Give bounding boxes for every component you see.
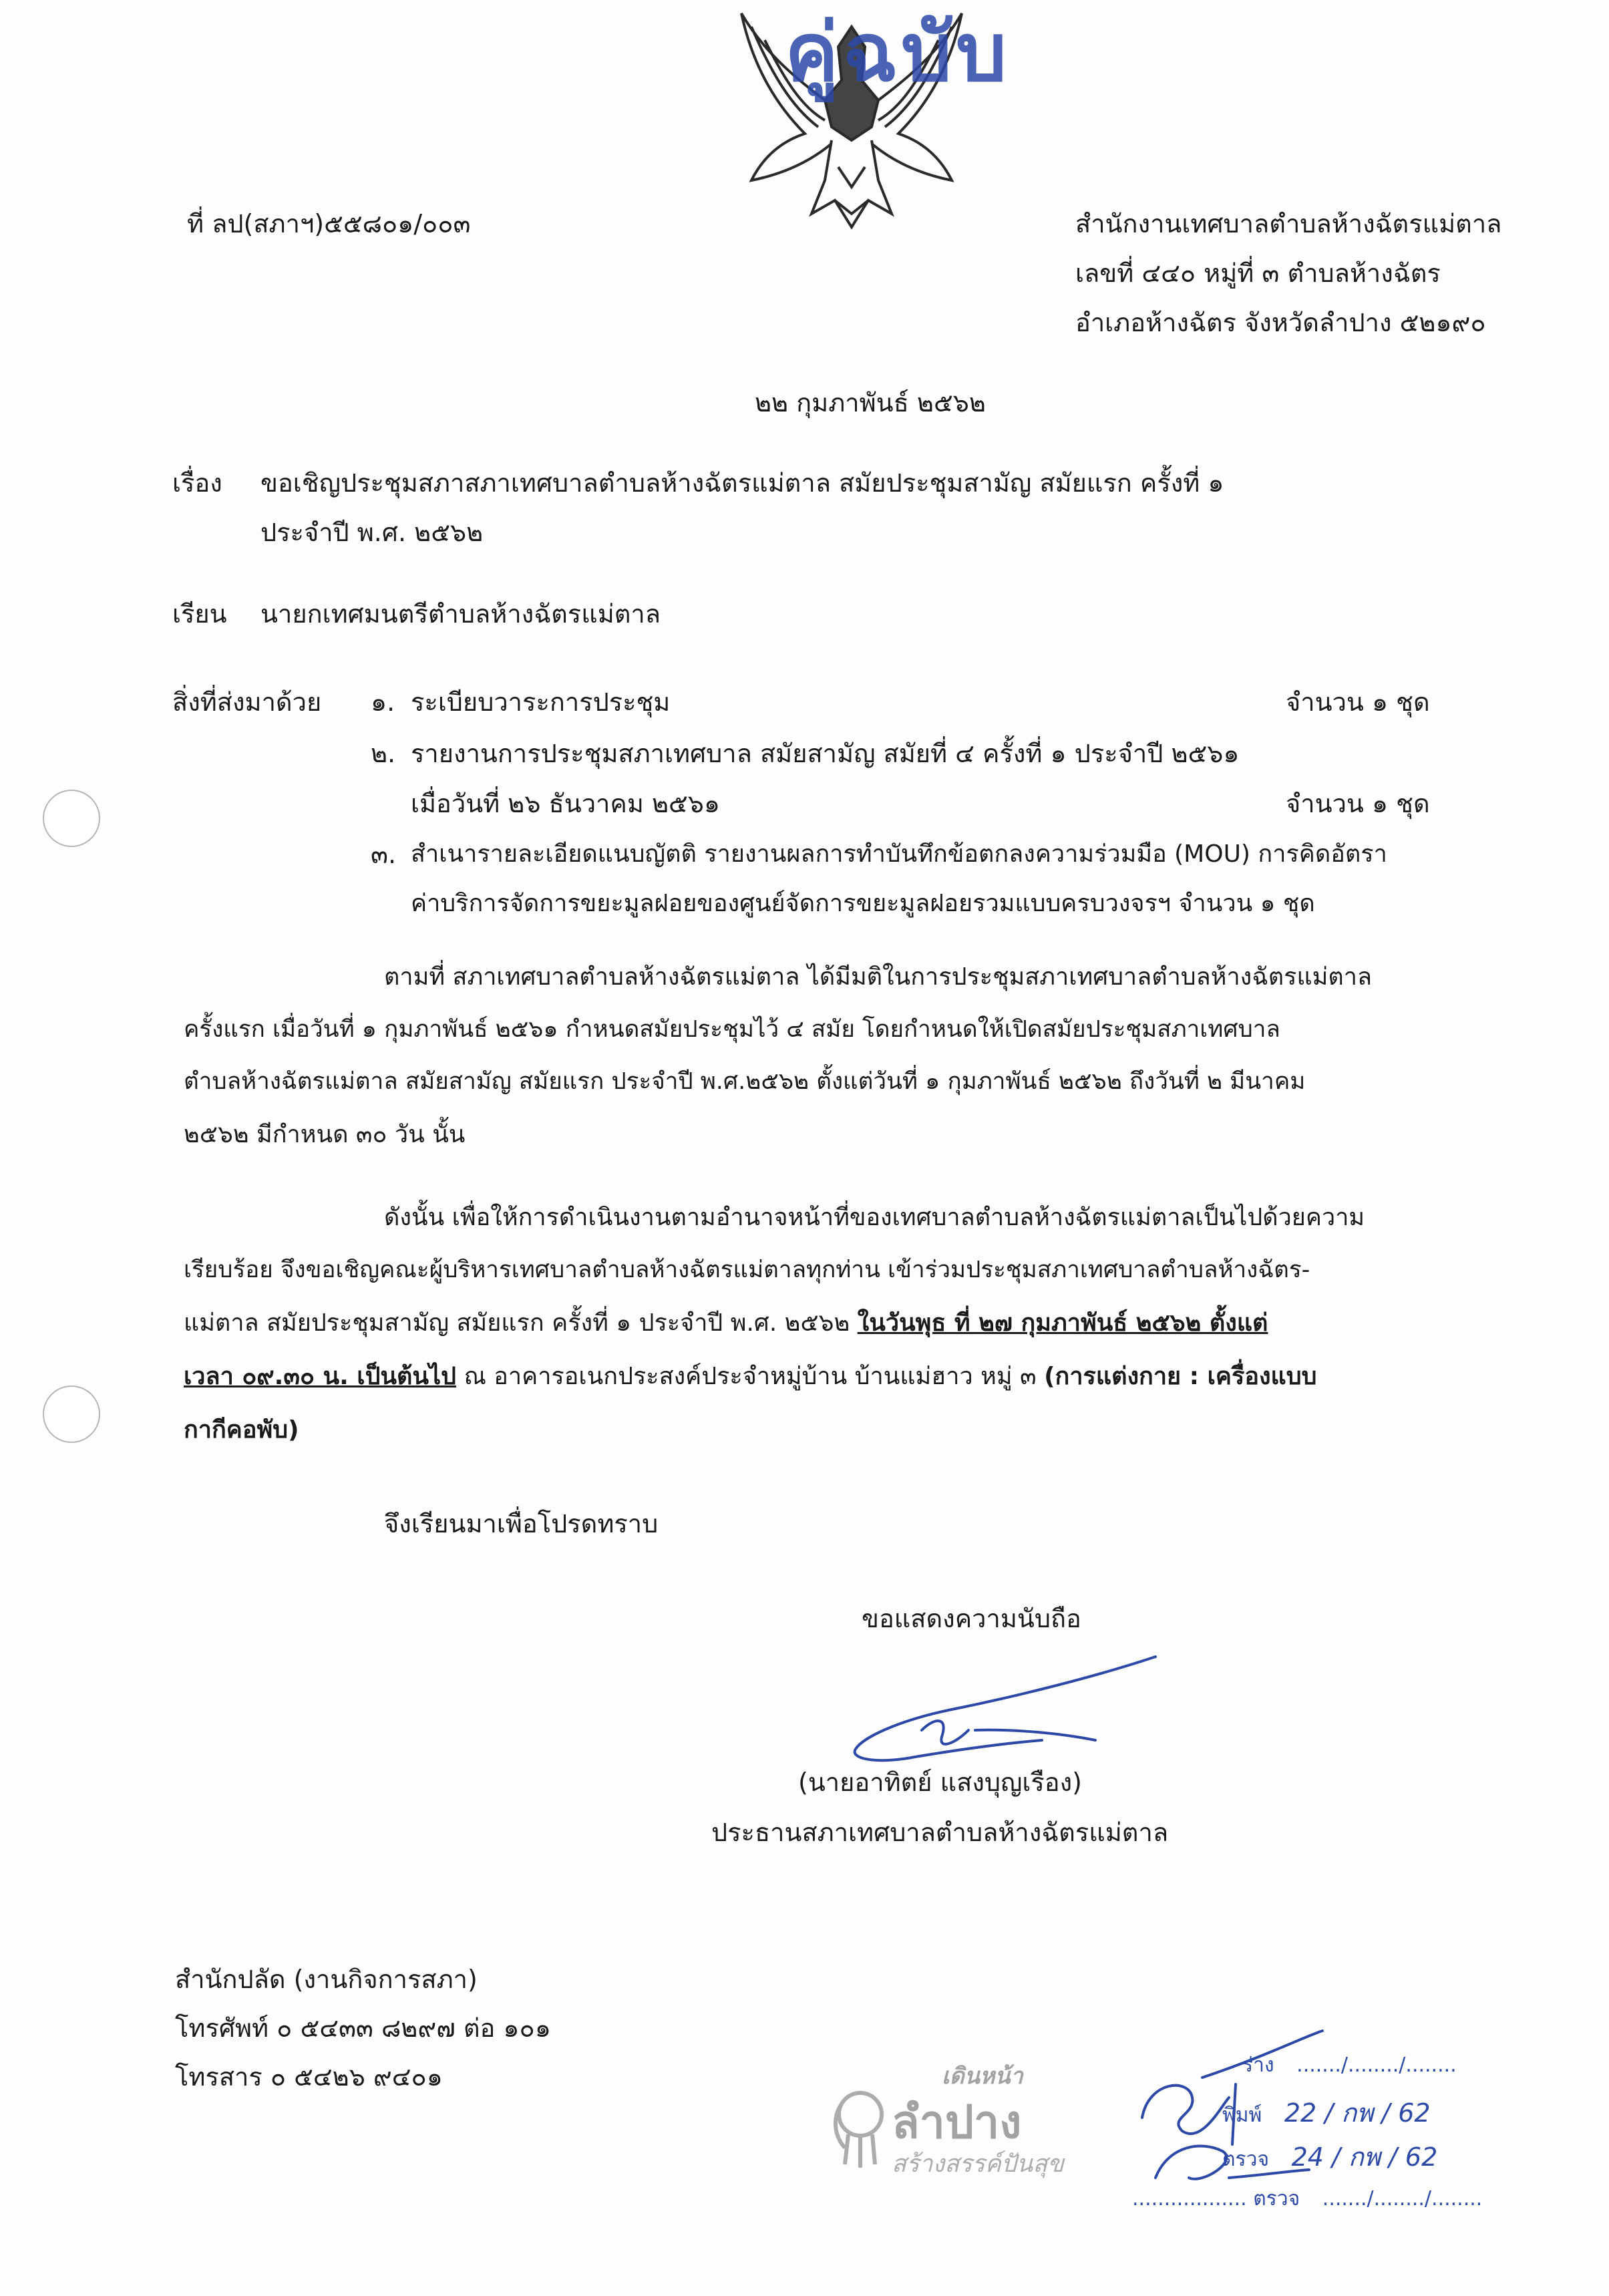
enclosure-2-text-1: รายงานการประชุมสภาเทศบาล สมัยสามัญ สมัยที่ ๔ ครั้งที่ ๑ ประจำปี ๒๕๖๑ — [411, 739, 1240, 768]
body-paragraph-1-line-3: ตำบลห้างฉัตรแม่ตาล สมัยสามัญ สมัยแรก ประจำปี พ.ศ.๒๕๖๒ ตั้งแต่วันที่ ๑ กุมภาพันธ์ ๒๕๖๒ ถึงวันที่ ๒ มีนาคม — [184, 1068, 1306, 1095]
subject-label: เรื่อง — [172, 468, 222, 498]
body-paragraph-2-line-5: กากีคอพับ) — [184, 1416, 299, 1444]
stamp-row-checked-2 — [1132, 2183, 1482, 2215]
meeting-date-emphasis: ในวันพุธ ที่ ๒๗ กุมภาพันธ์ ๒๕๖๒ ตั้งแต่ — [857, 1309, 1268, 1337]
logo-tagline-top: เดินหน้า — [942, 2063, 1023, 2090]
office-name: สำนักงานเทศบาลตำบลห้างฉัตรแม่ตาล — [1075, 209, 1502, 238]
stamp-row-draft — [1242, 2049, 1457, 2081]
enclosure-2-number: ๒. — [371, 739, 396, 768]
dress-code-text: (การแต่งกาย : เครื่องแบบ — [1044, 1363, 1317, 1390]
stamp-row-typed — [1222, 2092, 1431, 2133]
body-paragraph-1-line-1: ตามที่ สภาเทศบาลตำบลห้างฉัตรแม่ตาล ได้มีมติในการประชุมสภาเทศบาลตำบลห้างฉัตรแม่ตาล — [384, 963, 1373, 991]
letter-date: ๒๒ กุมภาพันธ์ ๒๕๖๒ — [755, 388, 986, 418]
enclosure-2-text-2: เมื่อวันที่ ๒๖ ธันวาคม ๒๕๖๑ — [411, 789, 720, 818]
closing-line: จึงเรียนมาเพื่อโปรดทราบ — [384, 1509, 659, 1538]
stamp-typed-label: พิมพ์ — [1222, 2104, 1262, 2127]
subject-line-2: ประจำปี พ.ศ. ๒๕๖๒ — [260, 518, 484, 547]
enclosure-1-number: ๑. — [371, 687, 395, 717]
enclosure-2-quantity: จำนวน ๑ ชุด — [1286, 789, 1430, 818]
regards-line: ขอแสดงความนับถือ — [862, 1604, 1081, 1633]
stamp-checked-1-value: 24 / กพ / 62 — [1291, 2142, 1438, 2172]
enclosures-label: สิ่งที่ส่งมาด้วย — [172, 687, 322, 717]
enclosure-3-text-2: ค่าบริการจัดการขยะมูลฝอยของศูนย์จัดการขยะมูลฝอยรวมแบบครบวงจรฯ จำนวน ๑ ชุด — [411, 890, 1315, 917]
meeting-time-emphasis: เวลา ๐๙.๓๐ น. เป็นต้นไป — [184, 1363, 456, 1390]
meeting-session-text: แม่ตาล สมัยประชุมสามัญ สมัยแรก ครั้งที่ ๑ ประจำปี พ.ศ. ๒๕๖๒ — [184, 1309, 858, 1337]
signatory-name: (นายอาทิตย์ แสงบุญเรือง) — [798, 1768, 1082, 1797]
to-value: นายกเทศมนตรีตำบลห้างฉัตรแม่ตาล — [260, 599, 661, 629]
reference-number: ที่ ลป(สภาฯ)๕๕๘๐๑/๐๐๓ — [187, 209, 471, 238]
body-paragraph-1-line-2: ครั้งแรก เมื่อวันที่ ๑ กุมภาพันธ์ ๒๕๖๑ กำหนดสมัยประชุมไว้ ๔ สมัย โดยกำหนดให้เปิดสมัยประชุมสภาเทศบาล — [184, 1016, 1280, 1043]
enclosure-3-number: ๓. — [371, 840, 397, 869]
body-paragraph-2-line-2: เรียบร้อย จึงขอเชิญคณะผู้บริหารเทศบาลตำบลห้างฉัตรแม่ตาลทุกท่าน เข้าร่วมประชุมสภาเทศบาลตำบลห้างฉัตร- — [184, 1257, 1310, 1283]
body-paragraph-2-line-4 — [184, 1361, 1316, 1391]
lampang-logo — [828, 2058, 1069, 2184]
stamp-draft-label: ร่าง — [1242, 2054, 1274, 2077]
body-paragraph-2-line-1: ดังนั้น เพื่อให้การดำเนินงานตามอำนาจหน้าที่ของเทศบาลตำบลห้างฉัตรแม่ตาลเป็นไปด้วยความ — [384, 1204, 1365, 1231]
office-address-1: เลขที่ ๔๔๐ หมู่ที่ ๓ ตำบลห้างฉัตร — [1075, 259, 1441, 288]
stamp-typed-value: 22 / กพ / 62 — [1284, 2098, 1431, 2128]
stamp-draft-value: ......./......../........ — [1296, 2054, 1457, 2077]
stamp-checked-1-label: ตรวจ — [1222, 2148, 1270, 2171]
office-address-2: อำเภอห้างฉัตร จังหวัดลำปาง ๕๒๑๙๐ — [1075, 308, 1486, 337]
elephant-icon — [828, 2084, 892, 2171]
meeting-venue-text: ณ อาคารอเนกประสงค์ประจำหมู่บ้าน บ้านแม่ฮาว หมู่ ๓ — [456, 1363, 1045, 1390]
footer-fax: โทรสาร ๐ ๕๔๒๖ ๙๔๐๑ — [175, 2062, 443, 2092]
punch-hole-bottom — [43, 1385, 100, 1443]
logo-city-name: ลำปาง — [892, 2096, 1022, 2149]
enclosure-3-text-1: สำเนารายละเอียดแนบญัตติ รายงานผลการทำบันทึกข้อตกลงความร่วมมือ (MOU) การคิดอัตรา — [411, 840, 1387, 868]
footer-department: สำนักปลัด (งานกิจการสภา) — [175, 1965, 478, 1994]
footer-phone: โทรศัพท์ ๐ ๕๔๓๓ ๘๒๙๗ ต่อ ๑๐๑ — [175, 2013, 551, 2043]
copy-mark-stamp: คู่ฉบับ — [785, 7, 1011, 100]
processing-stamp — [1129, 2017, 1556, 2245]
subject-line-1: ขอเชิญประชุมสภาสภาเทศบาลตำบลห้างฉัตรแม่ตาล สมัยประชุมสามัญ สมัยแรก ครั้งที่ ๑ — [260, 468, 1224, 498]
logo-tagline-bottom: สร้างสรรค์ปันสุข — [892, 2150, 1064, 2178]
body-paragraph-1-line-4: ๒๕๖๒ มีกำหนด ๓๐ วัน นั้น — [184, 1121, 466, 1148]
stamp-checked-2-label: ตรวจ — [1253, 2187, 1300, 2210]
stamp-dots-prefix: .................. — [1132, 2187, 1247, 2210]
punch-hole-top — [43, 790, 100, 847]
body-paragraph-2-line-3 — [184, 1308, 1268, 1338]
signatory-position: ประธานสภาเทศบาลตำบลห้างฉัตรแม่ตาล — [711, 1818, 1169, 1847]
enclosure-1-quantity: จำนวน ๑ ชุด — [1286, 687, 1430, 717]
stamp-row-checked-1 — [1222, 2136, 1437, 2177]
handwritten-signature — [842, 1650, 1176, 1784]
to-label: เรียน — [172, 599, 227, 629]
enclosure-1-text: ระเบียบวาระการประชุม — [411, 687, 671, 717]
stamp-checked-2-value: ......./......../........ — [1322, 2187, 1483, 2210]
